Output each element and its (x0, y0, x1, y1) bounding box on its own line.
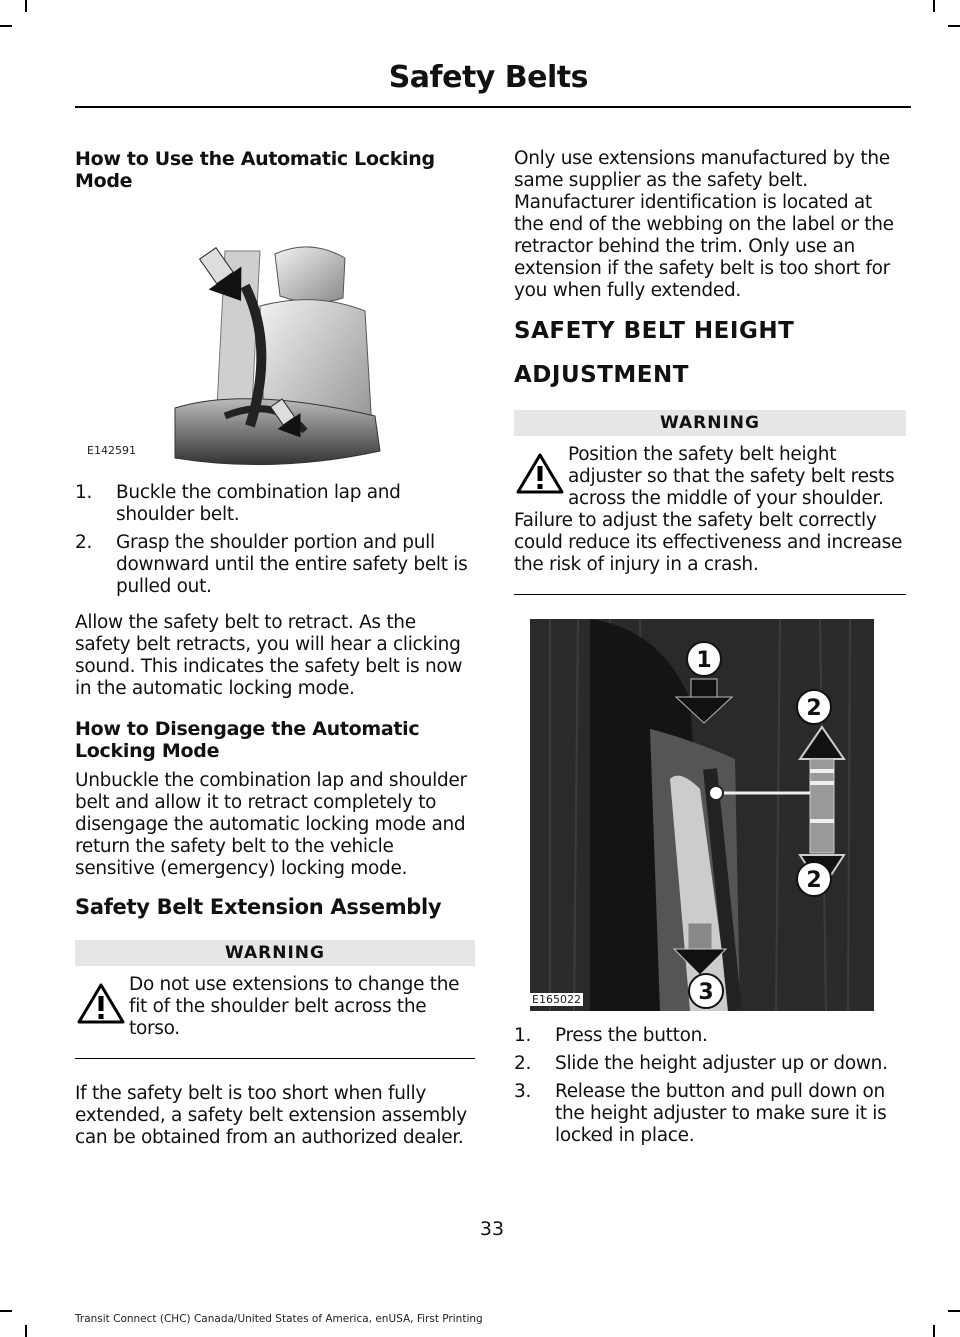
subheading-automatic-locking: How to Use the Automatic Locking Mode (75, 148, 435, 192)
height-adjuster-illustration (530, 619, 874, 1011)
warning-box (514, 410, 906, 595)
warning-triangle-icon (77, 982, 125, 1024)
figure-id: E142591 (87, 444, 136, 457)
warning-label: WARNING (514, 410, 906, 436)
callout-number: 1 (696, 648, 712, 673)
callout-number: 2 (806, 696, 822, 721)
section-heading-height (514, 316, 906, 390)
warning-text: Position the safety belt height adjuster so that the safety belt rests across the middle of your shoulder. (568, 444, 895, 509)
warning-triangle-icon (516, 452, 564, 494)
header-rule (75, 106, 911, 108)
warning-label: WARNING (75, 940, 475, 966)
crop-mark (933, 1325, 935, 1337)
divider (75, 1058, 475, 1059)
crop-mark (948, 1310, 960, 1312)
height-adjuster-figure (530, 619, 874, 1011)
paragraph: Only use extensions manufactured by the same supplier as the safety belt. Manufacturer identification is located at the end of the webbing on the label or the retractor behind the trim. Only use an extension if the safety belt is too short for you when fully extended. (514, 148, 894, 301)
warning-box (75, 940, 475, 1059)
list-item: 2. Slide the height adjuster up or down. (514, 1053, 888, 1074)
figure-id: E165022 (532, 993, 581, 1006)
heading-line: SAFETY BELT HEIGHT (514, 318, 795, 344)
page-number: 33 (479, 1218, 505, 1240)
heading-line: ADJUSTMENT (514, 362, 689, 388)
crop-mark (25, 1325, 27, 1337)
warning-text: Do not use extensions to change the fit of the shoulder belt across the torso. (129, 974, 460, 1039)
subheading-disengage: How to Disengage the Automatic Locking Mode (75, 718, 420, 762)
page-title: Safety Belts (388, 60, 588, 95)
warning-text: Failure to adjust the safety belt correctly could reduce its effectiveness and increase the risk of injury in a crash. (514, 510, 903, 575)
list-item: 2. Grasp the shoulder portion and pull downward until the entire safety belt is pulled out. (75, 532, 468, 597)
paragraph: If the safety belt is too short when fully extended, a safety belt extension assembly can be obtained from an authorized dealer. (75, 1083, 467, 1148)
crop-mark (0, 1310, 12, 1312)
right-column (514, 148, 906, 1161)
left-column (75, 148, 475, 1163)
crop-mark (25, 0, 27, 12)
list-item: 3. Release the button and pull down on the height adjuster to make sure it is locked in place. (514, 1081, 887, 1146)
crop-mark (948, 25, 960, 27)
list-item: 1. Buckle the combination lap and shoulder belt. (75, 482, 401, 525)
paragraph: Unbuckle the combination lap and shoulder belt and allow it to retract completely to disengage the automatic locking mode and return the safety belt to the vehicle sensitive (emergency) locking mode. (75, 770, 467, 879)
crop-mark (0, 25, 12, 27)
section-heading-extension: Safety Belt Extension Assembly (75, 895, 442, 919)
divider (514, 594, 906, 595)
crop-mark (933, 0, 935, 12)
callout-number: 2 (806, 868, 822, 893)
footer-text: Transit Connect (CHC) Canada/United States of America, enUSA, First Printing (75, 1313, 483, 1325)
callout-number: 3 (698, 980, 714, 1005)
paragraph: Allow the safety belt to retract. As the safety belt retracts, you will hear a clicking sound. This indicates the safety belt is now in the automatic locking mode. (75, 612, 463, 699)
list-item: 1. Press the button. (514, 1025, 708, 1046)
seat-belt-figure (75, 196, 475, 468)
seat-illustration (75, 196, 475, 468)
